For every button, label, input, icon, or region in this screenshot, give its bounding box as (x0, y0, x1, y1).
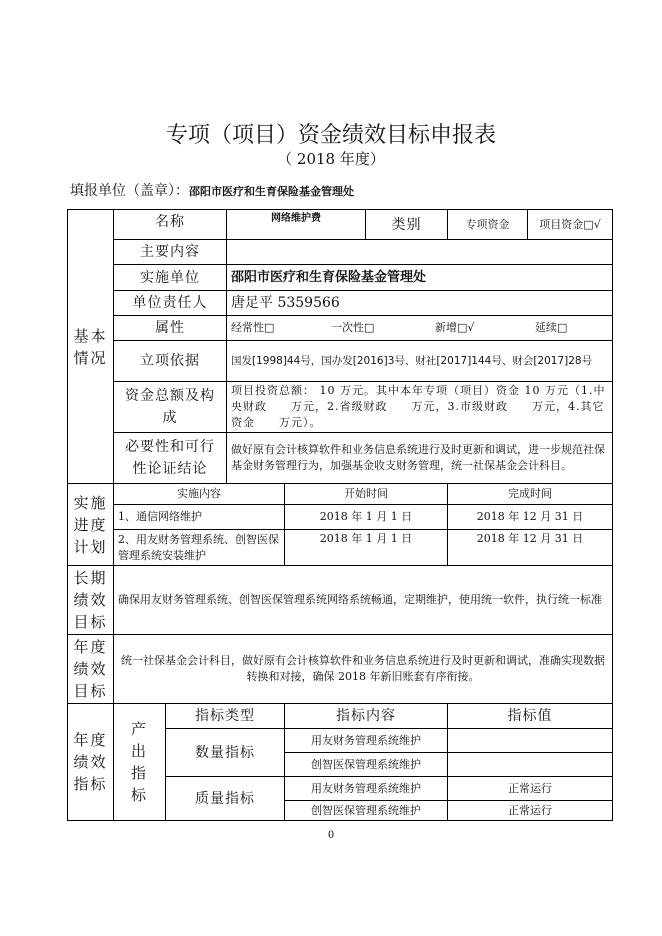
indicator-content: 用友财务管理系统维护 (285, 777, 448, 801)
indicator-header-content: 指标内容 (285, 704, 448, 729)
annual-value: 统一社保基金会计科目，做好原有会计核算软件和业务信息系统进行及时更新和调试，准确实现数据转换和对接，确保 2018 年新旧账套有序衔接。 (114, 635, 613, 704)
indicator-type: 数量指标 (166, 729, 285, 777)
indicator-content: 创智医保管理系统维护 (285, 801, 448, 821)
schedule-header-end: 完成时间 (448, 484, 613, 505)
schedule-content: 1、通信网络维护 (114, 505, 285, 530)
name-value: 网络维护费 (227, 210, 366, 240)
schedule-header-content: 实施内容 (114, 484, 285, 505)
attr-onetime: 一次性□ (331, 321, 375, 334)
schedule-header-start: 开始时间 (285, 484, 448, 505)
schedule-start: 2018 年 1 月 1 日 (285, 530, 448, 566)
reporting-unit (70, 180, 354, 200)
indicator-type: 质量指标 (166, 777, 285, 821)
content-value (227, 240, 613, 265)
resp-value: 唐足平 5359566 (227, 291, 613, 316)
section-schedule: 实施进度计划 (68, 484, 114, 566)
attr-label: 属性 (114, 316, 227, 341)
unit-value: 邵阳市医疗和生育保险基金管理处 (189, 185, 354, 198)
fund-value: 项目投资总额： 10 万元。其中本年专项（项目）资金 10 万元（1.中央财政 万元，2.省级财政 万元，3.市级财政 万元，4.其它资金 万元）。 (227, 382, 613, 433)
schedule-start: 2018 年 1 月 1 日 (285, 505, 448, 530)
indicator-value: 正常运行 (448, 777, 613, 801)
schedule-end: 2018 年 12 月 31 日 (448, 505, 613, 530)
indicator-header-type: 指标类型 (166, 704, 285, 729)
resp-label: 单位责任人 (114, 291, 227, 316)
basis-value: 国发[1998]44号，国办发[2016]3号、财社[2017]144号、财会[2017]28号 (227, 341, 613, 382)
section-indicators: 年度绩效指标 (68, 704, 114, 821)
attr-new: 新增□√ (435, 321, 475, 334)
indicator-value (448, 729, 613, 753)
schedule-end: 2018 年 12 月 31 日 (448, 530, 613, 566)
indicator-header-value: 指标值 (448, 704, 613, 729)
content-label: 主要内容 (114, 240, 227, 265)
need-value: 做好原有会计核算软件和业务信息系统进行及时更新和调试，进一步规范社保基金财务管理行为，加强基金收支财务管理，统一社保基金会计科目。 (227, 433, 613, 484)
category-value-special: 专项资金 (448, 210, 528, 240)
need-label: 必要性和可行性论证结论 (114, 433, 227, 484)
indicator-value: 正常运行 (448, 801, 613, 821)
year-label: （ 2018 年度） (277, 150, 385, 168)
attr-options (227, 316, 613, 341)
impl-value: 邵阳市医疗和生育保险基金管理处 (227, 265, 613, 291)
application-table (67, 209, 613, 821)
page-number: 0 (327, 830, 335, 841)
attr-continue: 延续□ (535, 321, 568, 334)
schedule-row (68, 530, 613, 566)
name-label: 名称 (114, 210, 227, 240)
fund-label: 资金总额及构成 (114, 382, 227, 433)
schedule-content: 2、用友财务管理系统、创智医保管理系统安装维护 (114, 530, 285, 566)
unit-label: 填报单位（盖章）： (70, 183, 189, 199)
page-title: 专项（项目）资金绩效目标申报表 (165, 123, 496, 148)
indicator-content: 创智医保管理系统维护 (285, 753, 448, 777)
output-indicators-label: 产出指标 (114, 704, 166, 821)
attr-regular: 经常性□ (231, 321, 275, 334)
long-term-value: 确保用友财务管理系统、创智医保管理系统网络系统畅通，定期维护，使用统一软件，执行统一标准 (114, 566, 613, 635)
section-long-term: 长期绩效目标 (68, 566, 114, 635)
indicator-content: 用友财务管理系统维护 (285, 729, 448, 753)
schedule-row (68, 505, 613, 530)
basis-label: 立项依据 (114, 341, 227, 382)
impl-label: 实施单位 (114, 265, 227, 291)
category-label: 类别 (366, 210, 448, 240)
indicator-value (448, 753, 613, 777)
section-annual: 年度绩效目标 (68, 635, 114, 704)
category-value-project: 项目资金□√ (528, 210, 613, 240)
section-basic: 基本情况 (68, 210, 114, 484)
